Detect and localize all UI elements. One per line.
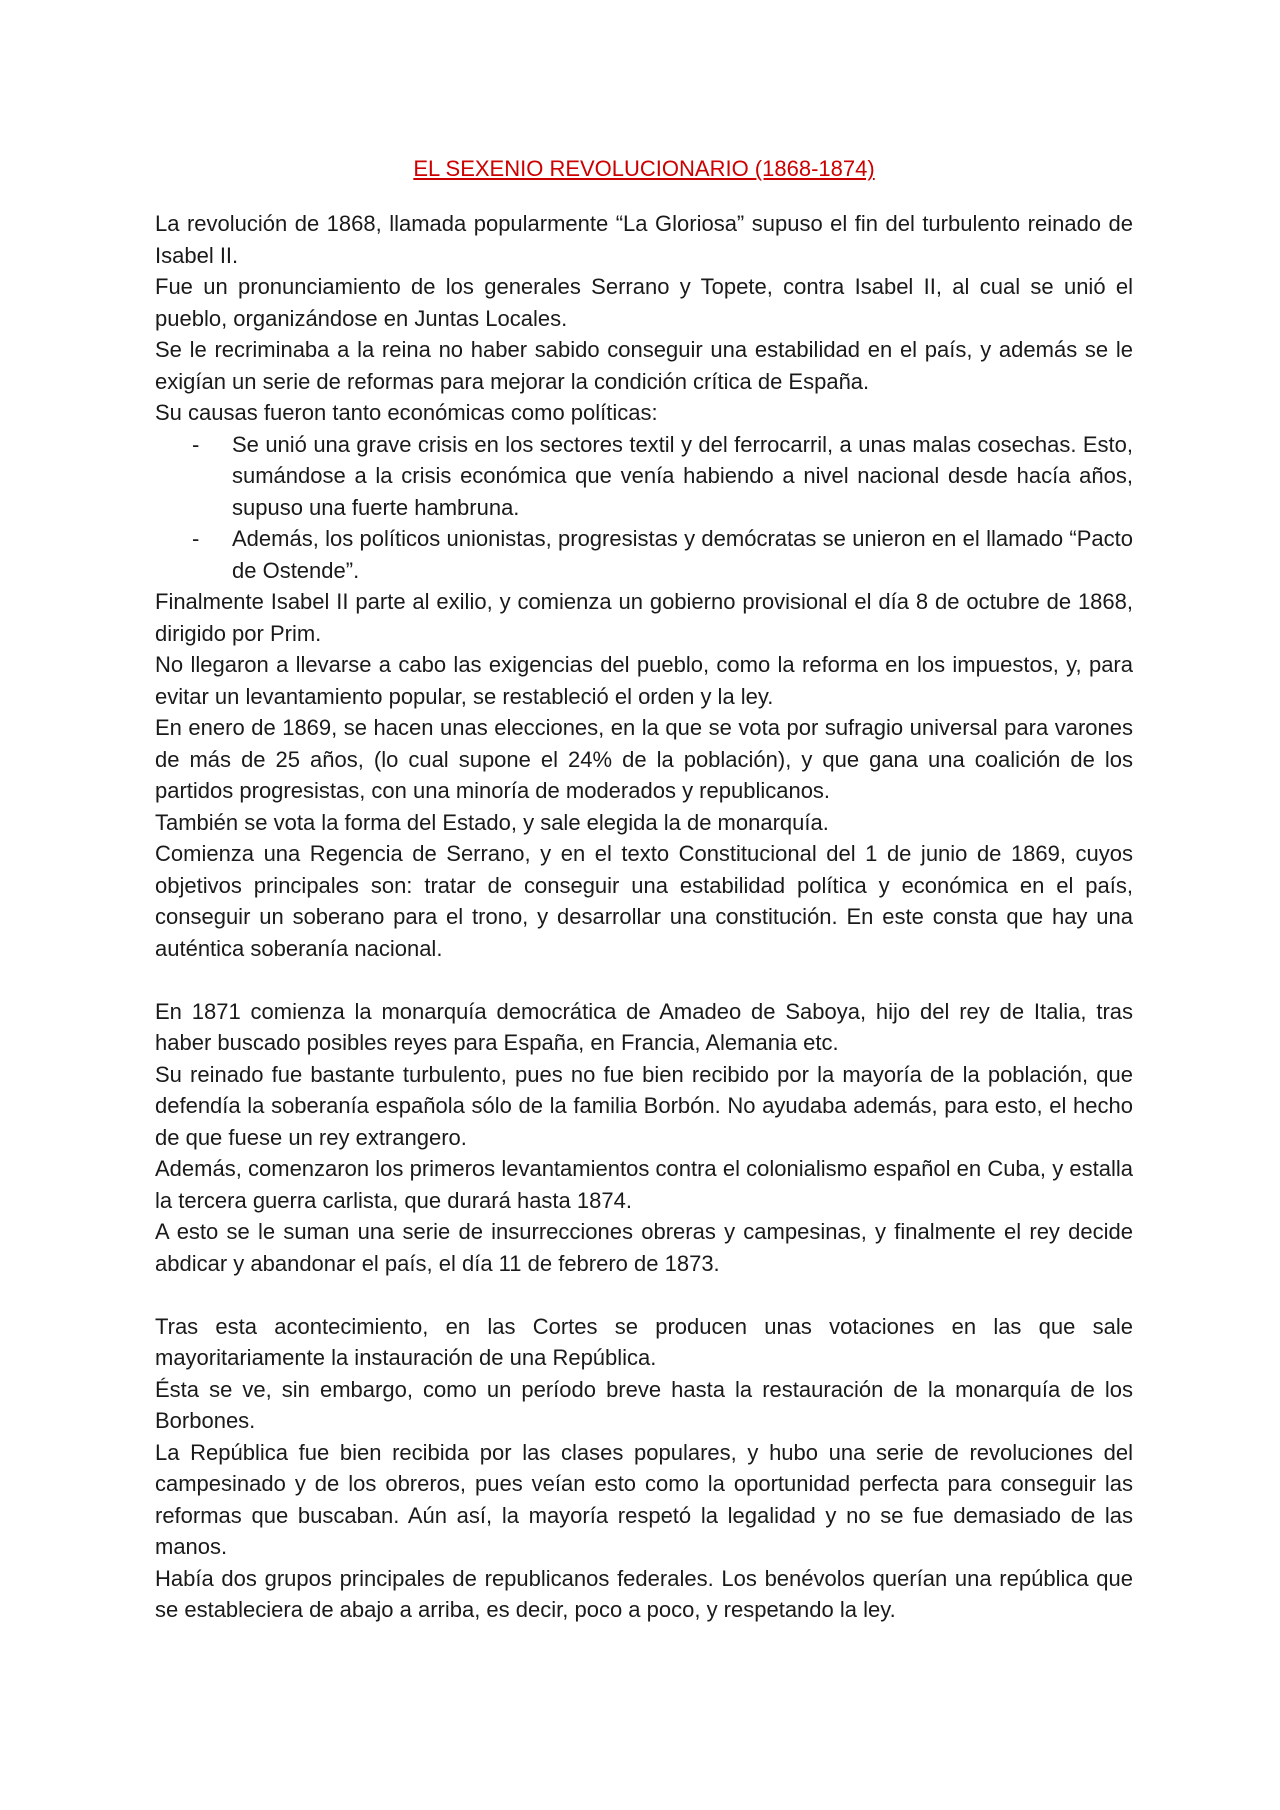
paragraph-gap bbox=[155, 1279, 1133, 1311]
paragraph: Había dos grupos principales de republicanos federales. Los benévolos querían una república que se estableciera de abajo a arriba, es decir, poco a poco, y respetando la ley. bbox=[155, 1565, 1133, 1622]
section-amadeo bbox=[155, 996, 1133, 1280]
paragraph-gap bbox=[155, 964, 1133, 996]
document-title: EL SEXENIO REVOLUCIONARIO (1868-1874) bbox=[413, 156, 875, 181]
paragraph: Su causas fueron tanto económicas como políticas: bbox=[155, 400, 658, 425]
paragraph: La República fue bien recibida por las clases populares, y hubo una serie de revoluciones del campesinado y de los obreros, pues veían esto como la oportunidad perfecta para conseguir las reformas que buscaban. Aún así, la mayoría respetó la legalidad y no se fue demasiado de las manos. bbox=[155, 1439, 1133, 1559]
paragraph: Tras esta acontecimiento, en las Cortes se producen unas votaciones en las que sale mayoritariamente la instauración de una República. bbox=[155, 1313, 1133, 1370]
list-item: - Se unió una grave crisis en los sectores textil y del ferrocarril, a unas malas cosechas. Esto, sumándose a la crisis económica que venía habiendo a nivel nacional desde hacía años, supuso una fuerte hambruna. bbox=[232, 429, 1133, 524]
paragraph: En enero de 1869, se hacen unas elecciones, en la que se vota por sufragio universal para varones de más de 25 años, (lo cual supone el 24% de la población), y que gana una coalición de los partidos progresistas, con una minoría de moderados y republicanos. bbox=[155, 715, 1133, 803]
paragraph: Además, comenzaron los primeros levantamientos contra el colonialismo español en Cuba, y estalla la tercera guerra carlista, que durará hasta 1874. bbox=[155, 1156, 1133, 1213]
section-revolution-1868 bbox=[155, 208, 1133, 964]
causes-list bbox=[155, 429, 1133, 587]
paragraph: También se vota la forma del Estado, y sale elegida la de monarquía. bbox=[155, 809, 829, 835]
paragraph: Ésta se ve, sin embargo, como un período breve hasta la restauración de la monarquía de los Borbones. bbox=[155, 1376, 1133, 1433]
section-republic bbox=[155, 1311, 1133, 1626]
paragraph: No llegaron a llevarse a cabo las exigencias del pueblo, como la reforma en los impuestos, y, para evitar un levantamiento popular, se restableció el orden y la ley. bbox=[155, 652, 1133, 709]
paragraph: Finalmente Isabel II parte al exilio, y comienza un gobierno provisional el día 8 de octubre de 1868, dirigido por Prim. bbox=[155, 589, 1133, 646]
paragraph: A esto se le suman una serie de insurrecciones obreras y campesinas, y finalmente el rey decide abdicar y abandonar el país, el día 11 de febrero de 1873. bbox=[155, 1219, 1133, 1276]
paragraph: Comienza una Regencia de Serrano, y en el texto Constitucional del 1 de junio de 1869, cuyos objetivos principales son: tratar de conseguir una estabilidad política y económica en el país, conseguir un soberano para el trono, y desarrollar una constitución. En este consta que hay una auténtica soberanía nacional. bbox=[155, 841, 1133, 961]
paragraph: Se le recriminaba a la reina no haber sabido conseguir una estabilidad en el país, y además se le exigían un serie de reformas para mejorar la condición crítica de España. bbox=[155, 337, 1133, 394]
paragraph: La revolución de 1868, llamada popularmente “La Gloriosa” supuso el fin del turbulento reinado de Isabel II. bbox=[155, 211, 1133, 268]
paragraph: En 1871 comienza la monarquía democrática de Amadeo de Saboya, hijo del rey de Italia, tras haber buscado posibles reyes para España, en Francia, Alemania etc. bbox=[155, 998, 1133, 1055]
list-item: - Además, los políticos unionistas, progresistas y demócratas se unieron en el llamado “Pacto de Ostende”. bbox=[232, 523, 1133, 586]
paragraph: Fue un pronunciamiento de los generales Serrano y Topete, contra Isabel II, al cual se unió el pueblo, organizándose en Juntas Locales. bbox=[155, 274, 1133, 331]
paragraph: Su reinado fue bastante turbulento, pues no fue bien recibido por la mayoría de la población, que defendía la soberanía española sólo de la familia Borbón. No ayudaba además, para esto, el hecho de que fuese un rey extrangero. bbox=[155, 1061, 1133, 1150]
